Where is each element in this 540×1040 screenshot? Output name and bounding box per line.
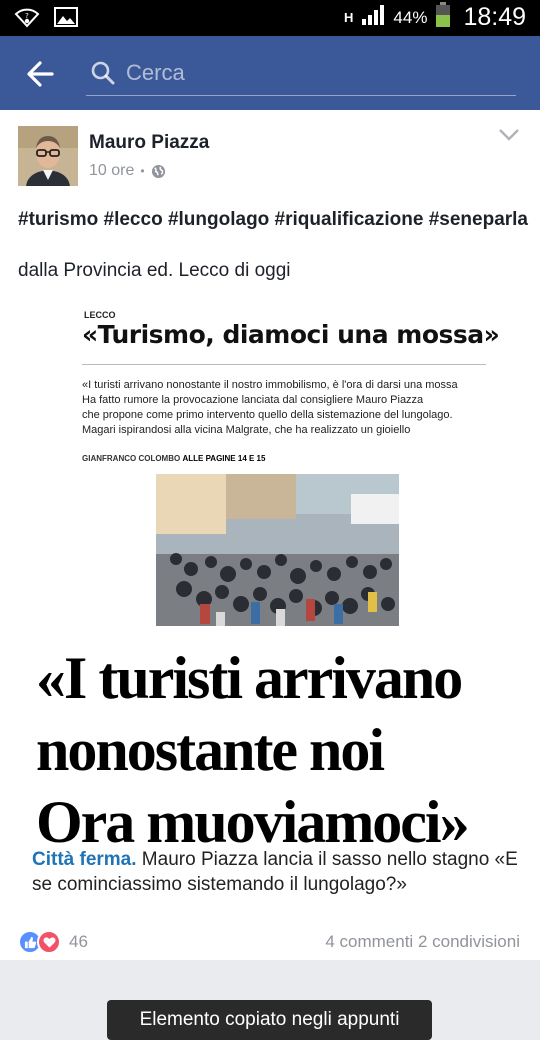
post-meta (89, 162, 166, 180)
clipping-byline (82, 454, 265, 463)
wifi-icon (14, 6, 40, 33)
clipping-big-headline: «I turisti arrivano nonostante noi Ora muoviamoci» (36, 645, 468, 855)
crowd-photo (156, 474, 399, 626)
avatar[interactable] (18, 126, 78, 186)
clock: 18:49 (463, 3, 526, 31)
network-type: H (344, 9, 354, 25)
reactions-count: 46 (69, 932, 88, 951)
post-footer (0, 922, 540, 960)
sub-text: Mauro Piazza lancia il sasso nello stagno «E se cominciassimo sistemando il lungolago?» (32, 849, 518, 895)
clipping-summary: «I turisti arrivano nonostante il nostro immobilismo, è l'ora di darsi una mossa Ha fatto rumore la provocazione lanciata dal consigliere Mauro Piazza che propone come primo intervento quello della sistemazione del lungolago. Magari ispirandosi alla vicina Malgrate, che ha realizzato un gioiello (82, 379, 458, 436)
copied-toast: Elemento copiato negli appunti (107, 1000, 432, 1040)
search-bar[interactable] (86, 52, 516, 96)
sub-lead: Città ferma. (32, 849, 137, 870)
clipping-subheadline (32, 847, 537, 897)
battery-icon (435, 2, 451, 33)
gallery-icon (54, 7, 78, 32)
reactions-summary[interactable] (18, 930, 88, 954)
clipping-divider (82, 364, 486, 365)
status-bar (0, 0, 540, 36)
meta-separator: • (140, 164, 145, 178)
signal-icon (361, 4, 385, 31)
svg-text:?: ? (25, 12, 29, 20)
post-time[interactable]: 10 ore (89, 162, 135, 179)
battery-percent: 44% (393, 7, 428, 27)
byline-author: GIANFRANCO COLOMBO (82, 454, 181, 463)
post-card (0, 110, 540, 1030)
shares-count[interactable]: 2 condivisioni (417, 932, 520, 951)
engagement-counts (325, 932, 520, 952)
arrow-left-icon (22, 56, 58, 92)
back-button[interactable] (22, 56, 58, 92)
clipping-headline: «Turismo, diamoci una mossa» (82, 320, 500, 349)
heart-icon (37, 930, 61, 954)
app-bar (0, 36, 540, 110)
chevron-down-icon[interactable] (498, 128, 520, 142)
comments-count[interactable]: 4 commenti (325, 932, 414, 951)
globe-icon (151, 164, 166, 179)
author-name[interactable]: Mauro Piazza (89, 132, 210, 153)
post-hashtags[interactable]: #turismo #lecco #lungolago #riqualificazione #seneparla (18, 209, 528, 230)
post-caption: dalla Provincia ed. Lecco di oggi (18, 260, 291, 281)
search-icon (90, 60, 116, 86)
search-input[interactable] (126, 58, 506, 88)
byline-pages: ALLE PAGINE 14 E 15 (182, 454, 266, 463)
clipping-section: LECCO (84, 310, 116, 320)
